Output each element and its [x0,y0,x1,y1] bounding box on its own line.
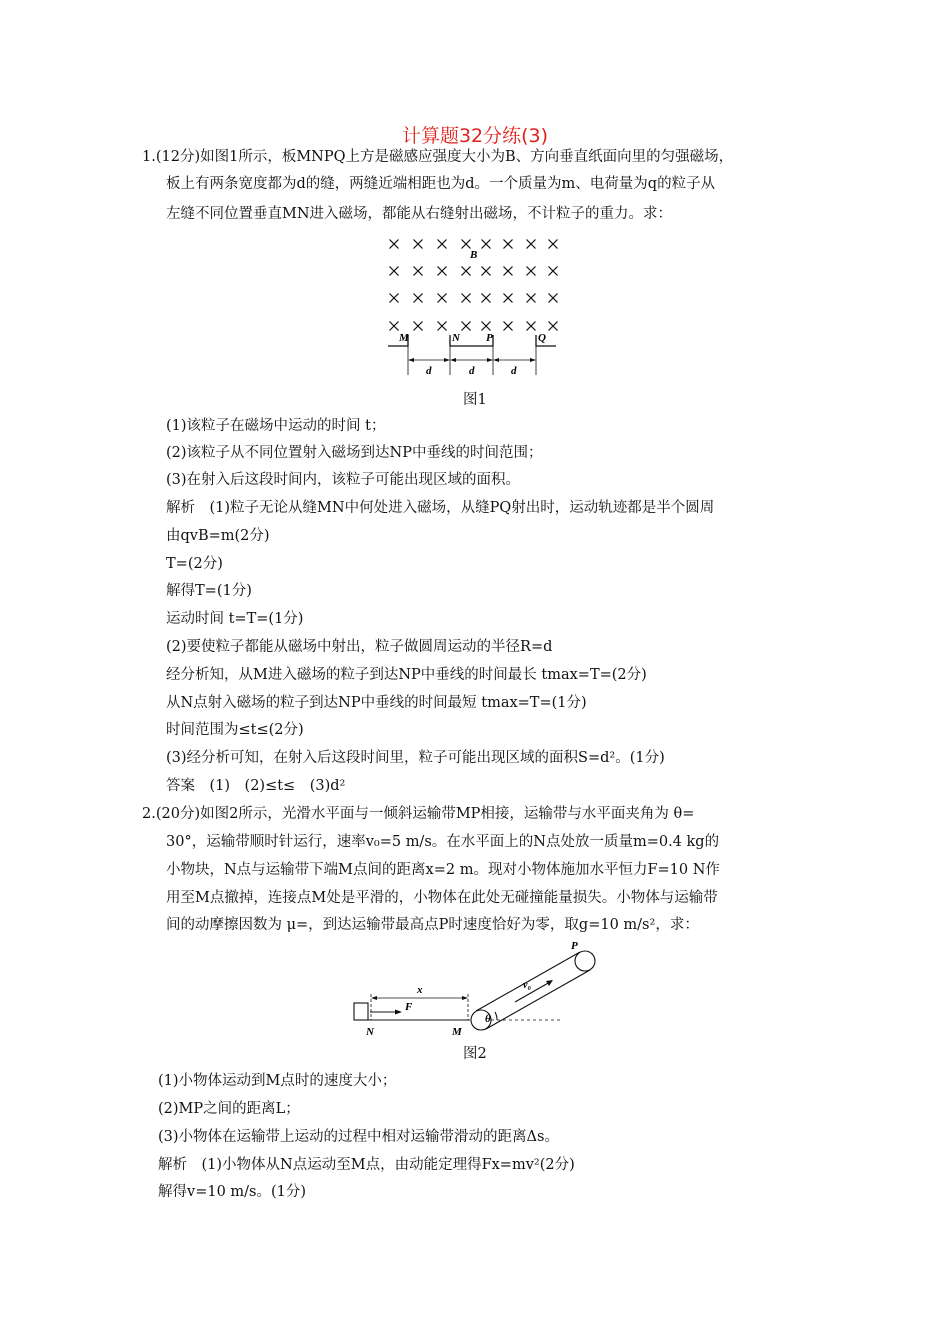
q1-solution-2: 由qvB=m(2分) [166,528,270,544]
q2-line-1: 2.(20分)如图2所示，光滑水平面与一倾斜运输带MP相接，运输带与水平面夹角为 θ= [142,806,695,822]
q2-line-5: 间的动摩擦因数为 μ=，到达运输带最高点P时速度恰好为零，取g=10 m/s²，求： [166,917,699,933]
q1-solution-1: 解析 (1)粒子无论从缝MN中何处进入磁场，从缝PQ射出时，运动轨迹都是半个圆周 [166,500,715,516]
fig2-label-P: P [571,940,578,952]
q1-solution-5: 运动时间 t=T=(1分) [166,611,304,627]
q2-line-3: 小物块，N点与运输带下端M点间的距离x=2 m。现对小物体施加水平恒力F=10 N作 [166,862,720,878]
figure-2-caption: 图2 [463,1046,487,1062]
fig2-label-M: M [452,1026,462,1038]
q1-answer: 答案 (1) (2)≤t≤ (3)d² [166,778,346,794]
q2-line-2: 30°，运输带顺时针运行，速率v₀=5 m/s。在水平面上的N点处放一质量m=0.4 kg的 [166,834,720,850]
fig1-label-M: M [399,332,409,344]
fig2-label-N: N [366,1026,374,1038]
q1-item-1: (1)该粒子在磁场中运动的时间 t； [166,418,386,434]
q1-solution-3: T=(2分) [166,556,223,572]
q1-item-3: (3)在射入后这段时间内，该粒子可能出现区域的面积。 [166,472,521,488]
q1-solution-9: 时间范围为≤t≤(2分) [166,722,304,738]
fig2-label-theta: θ [485,1013,491,1025]
page-title: 计算题32分练(3) [401,125,549,147]
fig2-label-x: x [417,984,423,996]
fig1-label-d2: d [469,365,475,377]
fig1-label-d3: d [511,365,517,377]
q1-line-1: 1.(12分)如图1所示，板MNPQ上方是磁感应强度大小为B、方向垂直纸面向里的匀强磁场， [142,149,734,165]
fig2-label-F: F [405,1001,413,1013]
fig1-label-B: B [470,249,478,261]
q1-solution-6: (2)要使粒子都能从磁场中射出，粒子做圆周运动的半径R=d [166,639,553,655]
fig2-label-v0: v₀ [523,980,531,991]
q2-item-2: (2)MP之间的距离L； [158,1101,300,1117]
q2-solution-1: 解析 (1)小物体从N点运动至M点，由动能定理得Fx=mv²(2分) [158,1157,575,1173]
q1-solution-8: 从N点射入磁场的粒子到达NP中垂线的时间最短 tmax=T=(1分) [166,695,587,711]
q2-solution-2: 解得v=10 m/s。(1分) [158,1184,307,1200]
q1-item-2: (2)该粒子从不同位置射入磁场到达NP中垂线的时间范围； [166,445,543,461]
q1-solution-4: 解得T=(1分) [166,583,252,599]
q1-line-3: 左缝不同位置垂直MN进入磁场，都能从右缝射出磁场，不计粒子的重力。求： [166,206,673,222]
fig1-label-N: N [452,332,460,344]
figure-1-magnetic-field-diagram [380,230,580,380]
figure-1-caption: 图1 [463,392,487,408]
q2-item-3: (3)小物体在运输带上运动的过程中相对运输带滑动的距离Δs。 [158,1129,559,1145]
q2-line-4: 用至M点撤掉，连接点M处是平滑的，小物体在此处无碰撞能量损失。小物体与运输带 [166,890,718,906]
fig1-label-Q: Q [538,332,546,344]
q1-solution-10: (3)经分析可知，在射入后这段时间里，粒子可能出现区域的面积S=d²。(1分) [166,750,665,766]
fig1-label-P: P [486,332,493,344]
figure-2-conveyor-belt-diagram [350,940,610,1040]
q1-line-2: 板上有两条宽度都为d的缝，两缝近端相距也为d。一个质量为m、电荷量为q的粒子从 [166,176,716,192]
q2-item-1: (1)小物体运动到M点时的速度大小； [158,1073,397,1089]
q1-solution-7: 经分析知，从M进入磁场的粒子到达NP中垂线的时间最长 tmax=T=(2分) [166,667,647,683]
fig1-label-d1: d [426,365,432,377]
